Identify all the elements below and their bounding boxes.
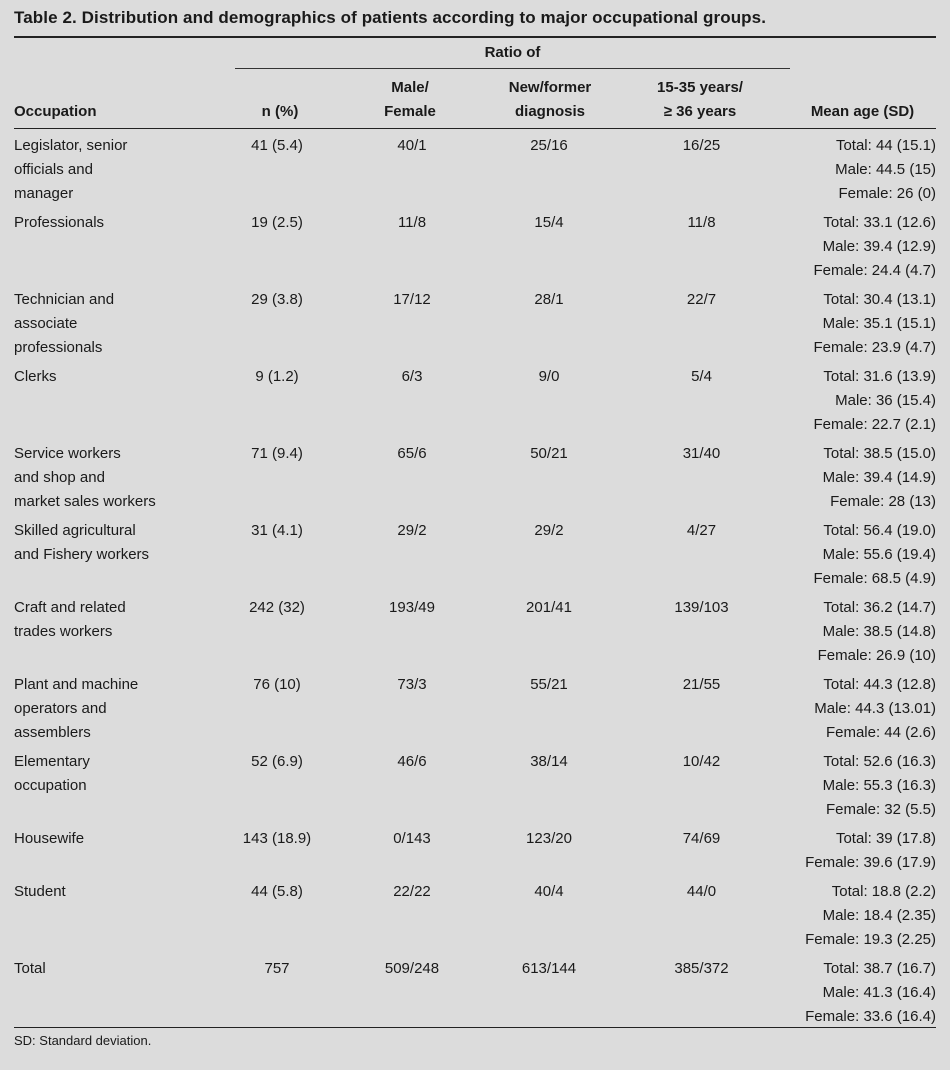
table-row xyxy=(14,957,936,1034)
occupation-line: Professionals xyxy=(14,214,105,231)
n-cell: 19 (2.5) xyxy=(251,214,303,231)
mean-age-line: Total: 18.8 (2.2) xyxy=(831,883,936,900)
table-row xyxy=(14,519,936,596)
mean-age-line: Male: 55.6 (19.4) xyxy=(822,546,936,563)
mean-age-line: Total: 31.6 (13.9) xyxy=(823,368,936,385)
table-row xyxy=(14,288,936,365)
occupation-line: trades workers xyxy=(14,623,113,640)
mean-age-line: Female: 26 (0) xyxy=(838,185,936,202)
mean-age-line: Total: 38.5 (15.0) xyxy=(823,445,936,462)
mean-age-line: Total: 44 (15.1) xyxy=(835,137,936,154)
male-female-cell: 40/1 xyxy=(397,137,427,154)
occupation-line: operators and xyxy=(14,700,107,717)
mean-age-cell xyxy=(784,750,936,827)
mean-age-cell xyxy=(784,596,936,673)
age-group-cell: 5/4 xyxy=(691,368,712,385)
new-former-header xyxy=(485,76,615,124)
new-former-cell: 9/0 xyxy=(538,368,560,385)
occupation-line: occupation xyxy=(14,777,87,794)
mean-age-line: Total: 30.4 (13.1) xyxy=(823,291,936,308)
mean-age-line: Male: 36 (15.4) xyxy=(835,392,936,409)
table-title: Table 2. Distribution and demographics of patients according to major occupational groups. xyxy=(14,8,767,27)
occupation-cell xyxy=(14,134,209,211)
n-cell: 41 (5.4) xyxy=(251,137,303,154)
data-table xyxy=(14,134,936,1034)
occupation-line: professionals xyxy=(14,339,103,356)
new-former-cell: 25/16 xyxy=(530,137,568,154)
mean-age-line: Female: 33.6 (16.4) xyxy=(805,1008,936,1025)
new-former-cell: 201/41 xyxy=(526,599,572,616)
occupation-line: Total xyxy=(14,960,46,977)
table-row xyxy=(14,750,936,827)
mean-age-line: Male: 44.3 (13.01) xyxy=(814,700,936,717)
table-row xyxy=(14,673,936,750)
mean-age-line: Female: 28 (13) xyxy=(830,493,936,510)
age-group-cell: 385/372 xyxy=(674,960,729,977)
age-group-cell: 21/55 xyxy=(682,676,721,693)
new-former-header-line: New/former xyxy=(508,79,592,96)
mean-age-line: Female: 44 (2.6) xyxy=(825,724,936,741)
occupation-cell xyxy=(14,880,209,957)
mean-age-cell xyxy=(784,211,936,288)
n-cell: 71 (9.4) xyxy=(251,445,303,462)
occupation-line: Elementary xyxy=(14,753,90,770)
n-cell: 76 (10) xyxy=(253,676,301,693)
age-group-cell: 16/25 xyxy=(682,137,721,154)
table-row xyxy=(14,827,936,880)
n-cell: 242 (32) xyxy=(249,599,305,616)
new-former-cell: 55/21 xyxy=(530,676,568,693)
n-cell: 757 xyxy=(264,960,290,977)
n-cell: 143 (18.9) xyxy=(242,830,312,847)
mean-age-line: Female: 26.9 (10) xyxy=(817,647,936,664)
mean-age-line: Male: 18.4 (2.35) xyxy=(822,907,936,924)
mean-age-cell xyxy=(784,365,936,442)
occupation-cell xyxy=(14,750,209,827)
male-female-cell: 193/49 xyxy=(389,599,435,616)
occupation-cell xyxy=(14,519,209,596)
mean-age-line: Female: 23.9 (4.7) xyxy=(813,339,936,356)
mean-age-line: Female: 32 (5.5) xyxy=(825,801,936,818)
age-group-cell: 10/42 xyxy=(682,753,721,770)
age-group-cell: 31/40 xyxy=(682,445,721,462)
male-female-cell: 22/22 xyxy=(393,883,431,900)
n-cell: 29 (3.8) xyxy=(251,291,303,308)
mean-age-line: Total: 36.2 (14.7) xyxy=(823,599,936,616)
occupation-line: Technician and xyxy=(14,291,115,308)
mean-age-cell xyxy=(784,134,936,211)
mean-age-line: Male: 38.5 (14.8) xyxy=(822,623,936,640)
mean-age-line: Male: 44.5 (15) xyxy=(835,161,936,178)
mean-age-line: Total: 52.6 (16.3) xyxy=(823,753,936,770)
age-group-cell: 74/69 xyxy=(682,830,721,847)
table-row xyxy=(14,442,936,519)
occupation-line: Plant and machine xyxy=(14,676,139,693)
mean-age-line: Male: 35.1 (15.1) xyxy=(822,315,936,332)
mean-age-cell xyxy=(784,673,936,750)
top-rule xyxy=(14,36,936,38)
mean-age-line: Female: 24.4 (4.7) xyxy=(813,262,936,279)
mean-age-line: Female: 39.6 (17.9) xyxy=(805,854,936,871)
new-former-cell: 38/14 xyxy=(530,753,568,770)
male-female-cell: 73/3 xyxy=(397,676,427,693)
mean-age-line: Male: 41.3 (16.4) xyxy=(822,984,936,1001)
male-female-cell: 11/8 xyxy=(397,214,427,231)
occupation-line: Legislator, senior xyxy=(14,137,128,154)
table-row xyxy=(14,211,936,288)
table-row xyxy=(14,134,936,211)
occupation-cell xyxy=(14,288,209,365)
occupation-cell xyxy=(14,442,209,519)
age-group-header xyxy=(625,76,775,124)
age-group-header-line: ≥ 36 years xyxy=(663,103,737,120)
new-former-cell: 50/21 xyxy=(530,445,568,462)
mean-age-line: Total: 39 (17.8) xyxy=(835,830,936,847)
ratio-rule xyxy=(235,68,790,69)
occupation-line: and shop and xyxy=(14,469,105,486)
mean-age-line: Total: 56.4 (19.0) xyxy=(823,522,936,539)
male-female-cell: 0/143 xyxy=(393,830,431,847)
occupation-line: Service workers xyxy=(14,445,121,462)
new-former-cell: 15/4 xyxy=(534,214,564,231)
mean-age-line: Male: 39.4 (12.9) xyxy=(822,238,936,255)
new-former-cell: 123/20 xyxy=(526,830,572,847)
mean-age-cell xyxy=(784,880,936,957)
mean-age-header: Mean age (SD) xyxy=(810,103,915,120)
occupation-cell xyxy=(14,211,209,288)
mean-age-line: Male: 55.3 (16.3) xyxy=(822,777,936,794)
occupation-line: officials and xyxy=(14,161,93,178)
header-rule xyxy=(14,128,936,129)
mean-age-cell xyxy=(784,519,936,596)
occupation-line: Student xyxy=(14,883,66,900)
mean-age-line: Total: 44.3 (12.8) xyxy=(823,676,936,693)
mean-age-line: Female: 22.7 (2.1) xyxy=(813,416,936,433)
occupation-line: Skilled agricultural xyxy=(14,522,136,539)
new-former-header-line: diagnosis xyxy=(514,103,585,120)
new-former-cell: 29/2 xyxy=(534,522,564,539)
mean-age-line: Female: 19.3 (2.25) xyxy=(805,931,936,948)
age-group-header-line: 15-35 years/ xyxy=(657,79,743,96)
mean-age-cell xyxy=(784,288,936,365)
male-female-cell: 6/3 xyxy=(401,368,423,385)
age-group-cell: 44/0 xyxy=(686,883,717,900)
age-group-cell: 11/8 xyxy=(687,214,716,231)
occupation-cell xyxy=(14,365,209,442)
occupation-line: Craft and related xyxy=(14,599,126,616)
occupation-header: Occupation xyxy=(14,103,97,120)
male-female-header-line: Female xyxy=(384,103,436,120)
male-female-header xyxy=(350,76,470,124)
table-row xyxy=(14,596,936,673)
mean-age-line: Male: 39.4 (14.9) xyxy=(822,469,936,486)
n-cell: 31 (4.1) xyxy=(251,522,303,539)
n-cell: 52 (6.9) xyxy=(251,753,303,770)
ratio-of-header: Ratio of xyxy=(484,44,541,61)
occupation-line: assemblers xyxy=(14,724,91,741)
new-former-cell: 613/144 xyxy=(521,960,577,977)
occupation-cell xyxy=(14,673,209,750)
n-cell: 9 (1.2) xyxy=(255,368,299,385)
occupation-line: manager xyxy=(14,185,74,202)
male-female-cell: 29/2 xyxy=(397,522,427,539)
new-former-cell: 28/1 xyxy=(534,291,564,308)
male-female-cell: 17/12 xyxy=(393,291,431,308)
mean-age-cell xyxy=(784,442,936,519)
mean-age-line: Total: 38.7 (16.7) xyxy=(823,960,936,977)
mean-age-cell xyxy=(784,827,936,880)
n-percent-header: n (%) xyxy=(261,103,299,120)
occupation-line: Housewife xyxy=(14,830,85,847)
table-row xyxy=(14,365,936,442)
footnote: SD: Standard deviation. xyxy=(14,1033,152,1048)
occupation-cell xyxy=(14,596,209,673)
male-female-header-line: Male/ xyxy=(391,79,429,96)
occupation-cell xyxy=(14,957,209,1034)
mean-age-line: Total: 33.1 (12.6) xyxy=(823,214,936,231)
n-cell: 44 (5.8) xyxy=(251,883,303,900)
mean-age-line: Female: 68.5 (4.9) xyxy=(813,570,936,587)
occupation-line: associate xyxy=(14,315,78,332)
bottom-rule xyxy=(14,1027,936,1028)
new-former-cell: 40/4 xyxy=(534,883,564,900)
occupation-line: and Fishery workers xyxy=(14,546,150,563)
male-female-cell: 46/6 xyxy=(397,753,427,770)
occupation-line: market sales workers xyxy=(14,493,156,510)
age-group-cell: 139/103 xyxy=(674,599,729,616)
mean-age-cell xyxy=(784,957,936,1034)
male-female-cell: 509/248 xyxy=(384,960,440,977)
age-group-cell: 22/7 xyxy=(686,291,717,308)
occupation-cell xyxy=(14,827,209,880)
age-group-cell: 4/27 xyxy=(686,522,717,539)
occupation-line: Clerks xyxy=(14,368,57,385)
table-row xyxy=(14,880,936,957)
male-female-cell: 65/6 xyxy=(397,445,427,462)
